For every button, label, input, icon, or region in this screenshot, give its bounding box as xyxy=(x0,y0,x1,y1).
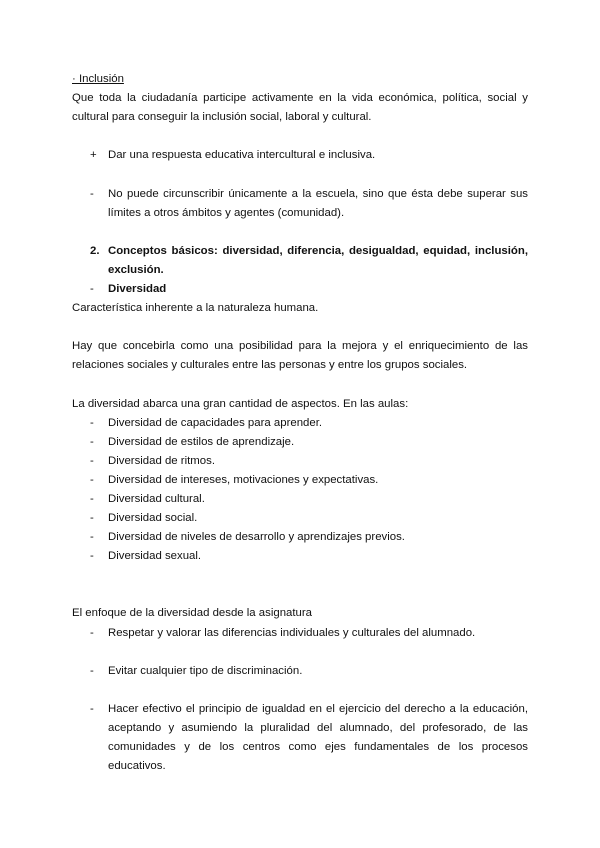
dash-marker: - xyxy=(90,703,94,715)
enfoque-text: Hacer efectivo el principio de igualdad en el ejercicio del derecho a la educación, aceptando y asumiendo la pluralidad del alumnado, del profesorado, de las comunidades y de los centros como ejes fundamentales de los procesos educativos. xyxy=(108,703,528,772)
aspect-text: Diversidad de estilos de aprendizaje. xyxy=(108,436,295,448)
inclusion-paragraph: Que toda la ciudadanía participe activamente en la vida económica, política, social y cultural para conseguir la inclusión social, laboral y cultural. xyxy=(72,92,528,123)
conceptos-title: Conceptos básicos: diversidad, diferencia, desigualdad, equidad, inclusión, exclusión. xyxy=(108,245,528,276)
conceptos-heading xyxy=(72,242,528,280)
aspect-item xyxy=(72,509,528,528)
aspect-item xyxy=(72,452,528,471)
dash-marker: - xyxy=(90,493,94,505)
dash-marker: - xyxy=(90,512,94,524)
aspect-text: Diversidad cultural. xyxy=(108,493,205,505)
inclusion-item-1-text: Dar una respuesta educativa intercultural e inclusiva. xyxy=(108,149,376,161)
aspect-item xyxy=(72,471,528,490)
aspect-item xyxy=(72,490,528,509)
dash-marker: - xyxy=(90,417,94,429)
diversidad-paragraph: Hay que concebirla como una posibilidad para la mejora y el enriquecimiento de las relaciones sociales y culturales entre las personas y entre los grupos sociales. xyxy=(72,340,528,371)
enfoque-intro: El enfoque de la diversidad desde la asignatura xyxy=(72,607,313,619)
diversidad-subheading xyxy=(72,280,528,299)
enfoque-item xyxy=(72,700,528,776)
enfoque-text: Respetar y valorar las diferencias individuales y culturales del alumnado. xyxy=(108,627,476,639)
inclusion-heading: · Inclusión xyxy=(72,73,124,85)
aspect-item xyxy=(72,414,528,433)
conceptos-number: 2. xyxy=(90,245,100,257)
dash-marker: - xyxy=(90,627,94,639)
aspect-item xyxy=(72,547,528,566)
enfoque-text: Evitar cualquier tipo de discriminación. xyxy=(108,665,303,677)
aspect-text: Diversidad de ritmos. xyxy=(108,455,215,467)
dash-marker: - xyxy=(90,436,94,448)
aspect-text: Diversidad sexual. xyxy=(108,550,202,562)
diversidad-title: Diversidad xyxy=(108,283,167,295)
inclusion-item-2 xyxy=(72,185,528,223)
diversidad-definition: Característica inherente a la naturaleza humana. xyxy=(72,302,319,314)
dash-marker: - xyxy=(90,550,94,562)
dash-marker: - xyxy=(90,665,94,677)
aspect-text: Diversidad de niveles de desarrollo y aprendizajes previos. xyxy=(108,531,405,543)
aspects-intro: La diversidad abarca una gran cantidad de aspectos. En las aulas: xyxy=(72,398,409,410)
dash-marker: - xyxy=(90,531,94,543)
inclusion-item-2-text: No puede circunscribir únicamente a la escuela, sino que ésta debe superar sus límites a otros ámbitos y agentes (comunidad). xyxy=(108,188,528,219)
dash-marker: - xyxy=(90,188,94,200)
enfoque-item xyxy=(72,662,528,681)
aspect-text: Diversidad de capacidades para aprender. xyxy=(108,417,323,429)
dash-marker: - xyxy=(90,283,94,295)
aspect-text: Diversidad social. xyxy=(108,512,198,524)
inclusion-item-1 xyxy=(72,146,528,165)
dash-marker: - xyxy=(90,474,94,486)
aspect-text: Diversidad de intereses, motivaciones y expectativas. xyxy=(108,474,379,486)
enfoque-item xyxy=(72,624,528,643)
plus-marker: + xyxy=(90,149,97,161)
dash-marker: - xyxy=(90,455,94,467)
aspect-item xyxy=(72,433,528,452)
aspect-item xyxy=(72,528,528,547)
